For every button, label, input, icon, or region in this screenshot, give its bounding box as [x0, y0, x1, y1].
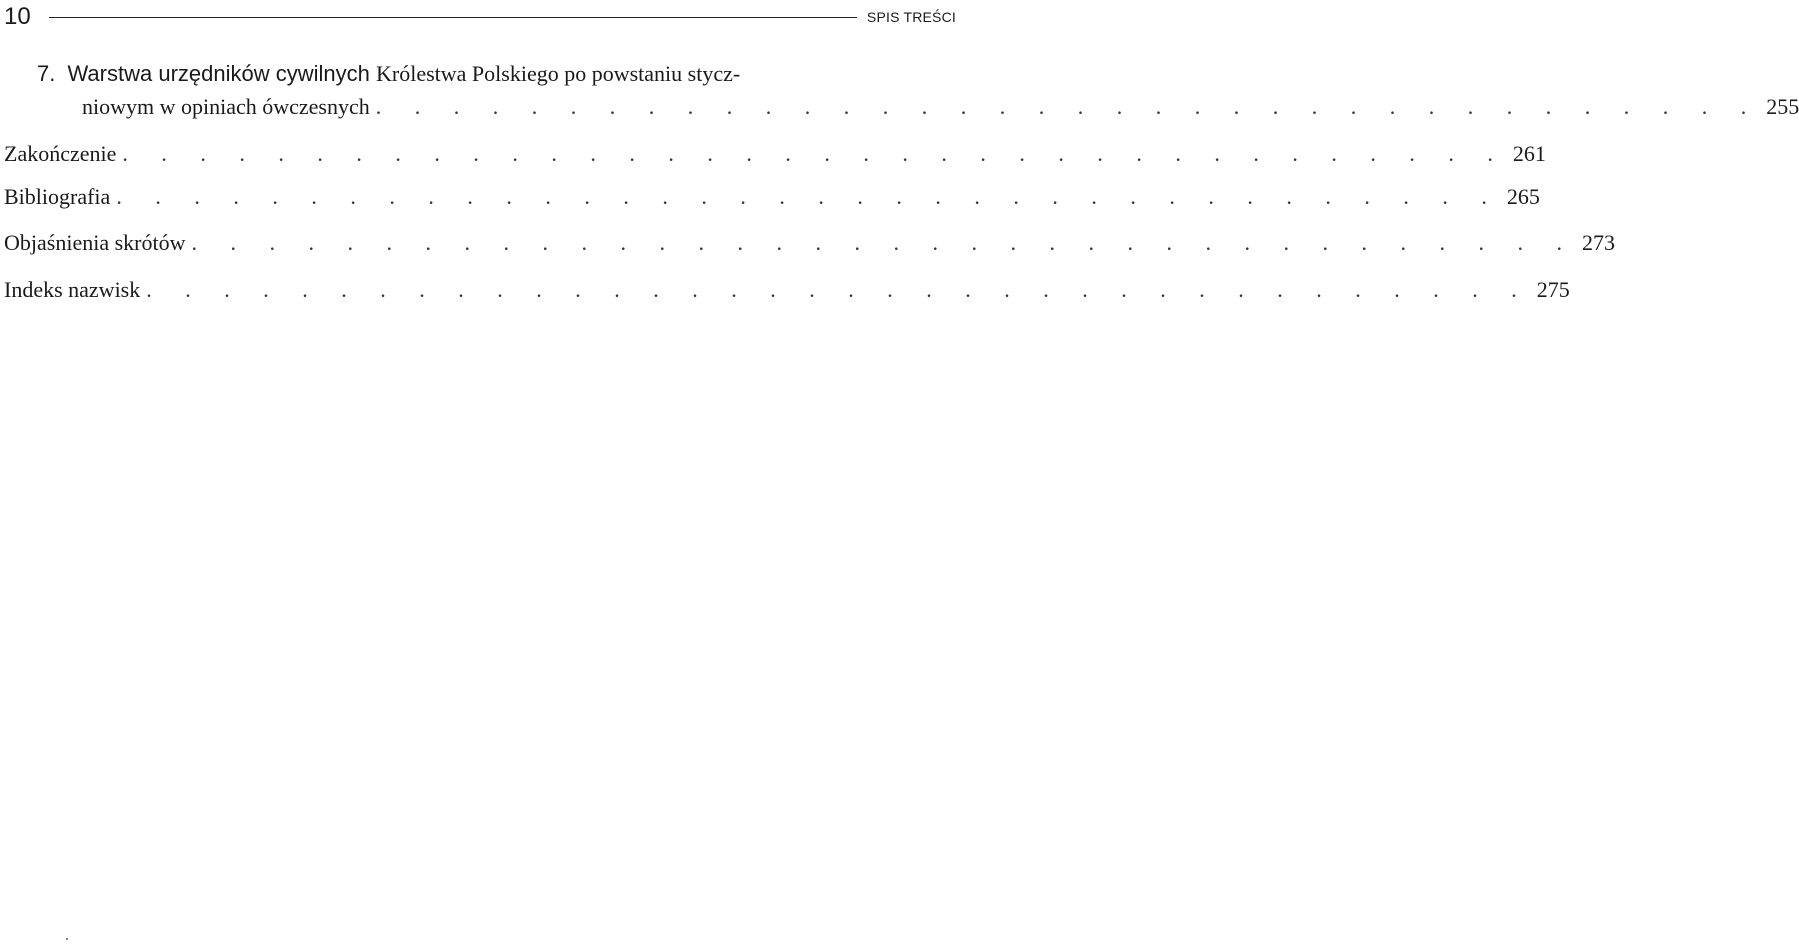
dot-leaders: . . . . . . . . . . . . . . . . . . . . . . . . . . . . . . . . . . . .	[146, 277, 1531, 302]
toc-page-number: 275	[1536, 277, 1570, 302]
toc-page-number: 265	[1506, 184, 1540, 209]
toc-page-number: 273	[1581, 230, 1615, 255]
toc-entry-title: Indeks nazwisk	[4, 277, 141, 302]
running-head: SPIS TREŚCI	[866, 9, 956, 25]
toc-entry	[4, 138, 1546, 170]
dot-leaders: . . . . . . . . . . . . . . . . . . . . . . . . . . . . . . . . . . . .	[122, 141, 1507, 166]
toc-entry-title: Zakończenie	[4, 141, 117, 166]
toc-entry-title-serif: Królestwa Polskiego po powstaniu stycz-	[376, 61, 741, 86]
header-rule	[49, 17, 857, 18]
toc-page-number: 255	[1766, 94, 1799, 119]
toc-entry-title: Objaśnienia skrótów	[4, 230, 186, 255]
dot-leaders: . . . . . . . . . . . . . . . . . . . . . . . . . . . . . . . . . . . .	[191, 230, 1576, 255]
toc-entry-7-line-1	[37, 58, 936, 90]
scan-speck	[66, 938, 68, 940]
toc-entry	[4, 181, 1540, 213]
toc-entry	[4, 227, 1615, 259]
toc-page-number: 261	[1512, 141, 1546, 166]
toc-entry-7-line-2	[82, 91, 1799, 123]
page-header	[4, 2, 956, 32]
toc-entry	[4, 274, 1570, 306]
dot-leaders: . . . . . . . . . . . . . . . . . . . . . . . . . . . . . . . . . . . .	[375, 94, 1761, 119]
toc-entry-title: Bibliografia	[4, 184, 111, 209]
toc-entry-title-sans: Warstwa urzędników cywilnych	[67, 61, 370, 86]
page-number: 10	[4, 3, 31, 30]
toc-entry-title: niowym w opiniach ówczesnych	[82, 94, 370, 119]
toc-entry-number: 7.	[37, 61, 56, 86]
dot-leaders: . . . . . . . . . . . . . . . . . . . . . . . . . . . . . . . . . . . .	[116, 184, 1501, 209]
